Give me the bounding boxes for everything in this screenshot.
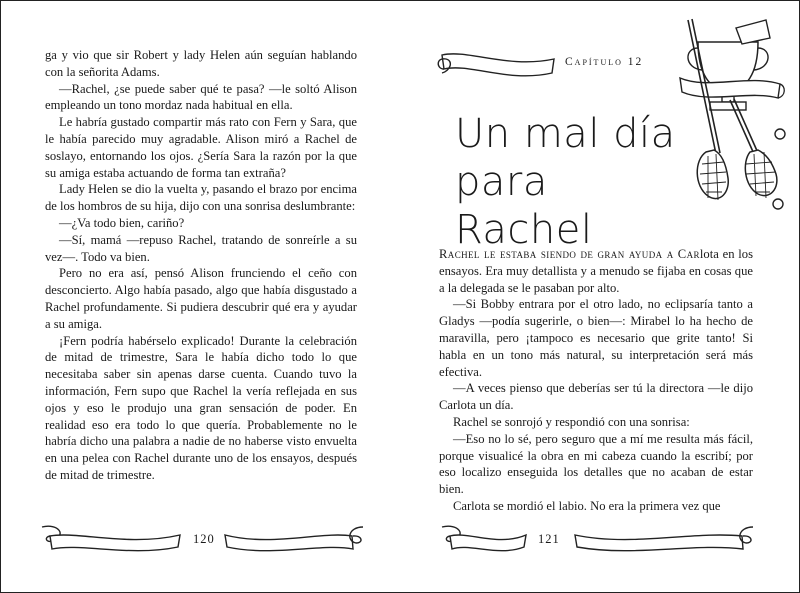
paragraph: ga y vio que sir Robert y lady Helen aún seguían hablando con la señorita Adams. bbox=[45, 48, 357, 79]
footer-ribbon-right-icon bbox=[222, 521, 367, 557]
paragraph: Rachel se sonrojó y respondió con una sonrisa: bbox=[453, 414, 690, 429]
paragraph: Le habría gustado compartir más rato con Fern y Sara, que le había parecido muy agradable. Alison miró a Rachel de soslayo, entornando los ojos. ¿Sería Sara la razón por la que su amiga estaba actuando de forma tan extraña? bbox=[45, 115, 357, 180]
paragraph: ¡Fern podría habérselo explicado! Durante la celebración de mitad de trimestre, Sara le había dicho todo lo que necesitaba saber sin apenas darse cuenta. Cuando tuvo la información, Fern supo que Rachel la vería reflejada en sus ojos y eso le produjo una gran sensación de poder. En realidad eso era todo lo que quería. Probablemente no le habría dicho una palabra a nadie de no haberse visto envuelta en una pelea con Rachel durante uno de los ensayos, después de mitad de trimestre. bbox=[45, 333, 357, 482]
paragraph: Pero no era así, pensó Alison frunciendo el ceño con desconcierto. Algo había pasado, algo que había disgustado a Rachel profundamente. Si pudiera descubrir qué era y ayudar a su amiga. bbox=[45, 266, 357, 331]
paragraph: —Rachel, ¿se puede saber qué te pasa? —le soltó Alison empleando un tono mordaz nada habitual en ella. bbox=[45, 81, 357, 113]
chapter-title-line: Un mal día bbox=[455, 111, 676, 157]
footer-ribbon-right-icon bbox=[572, 521, 757, 557]
footer-ribbon-left-icon bbox=[438, 521, 528, 557]
page-number: 120 bbox=[193, 532, 215, 546]
opening-smallcaps: Rachel le estaba siendo de gran ayuda a Car bbox=[439, 247, 700, 261]
paragraph: —Si Bobby entrara por el otro lado, no eclipsaría tanto a Gladys —podía sugerirle, o bien—: Mirabel lo ha hecho de maravilla, pero ¡tampoco es necesario que grite tanto! Si habla en un tono más natural, su interpretación será más efectiva. bbox=[439, 297, 753, 379]
chapter-title bbox=[455, 110, 695, 254]
paragraph: —A veces pienso que deberías ser tú la directora —le dijo Carlota un día. bbox=[439, 381, 753, 413]
paragraph: Lady Helen se dio la vuelta y, pasando el brazo por encima de los hombros de su hija, dijo con una sonrisa deslumbrante: bbox=[45, 182, 357, 214]
opening-rest: lota en los ensayos. Era muy detallista y a menudo se fijaba en cosas que a la delegada se le pasaban por alto. bbox=[439, 247, 754, 295]
chapter-label: Capítulo 12 bbox=[565, 56, 644, 68]
paragraph: —Sí, mamá —repuso Rachel, tratando de sonreírle a su vez—. Todo va bien. bbox=[45, 232, 357, 264]
page-number: 121 bbox=[538, 532, 560, 546]
paragraph: —Eso no lo sé, pero seguro que a mí me resulta más fácil, porque visualicé la obra en mi cabeza cuando la escribí; por eso localizo enseguida los detalles que no acaban de estar bien. bbox=[439, 431, 753, 497]
chapter-ribbon-icon bbox=[438, 45, 558, 87]
paragraph: —¿Va todo bien, cariño? bbox=[59, 215, 185, 230]
right-page bbox=[400, 0, 800, 593]
left-page-text bbox=[45, 47, 357, 484]
footer-ribbon-left-icon bbox=[38, 521, 183, 557]
chapter-title-line: para Rachel bbox=[455, 159, 593, 253]
opening-paragraph bbox=[439, 246, 753, 296]
paragraph: Carlota se mordió el labio. No era la primera vez que bbox=[453, 498, 721, 513]
right-page-text bbox=[439, 246, 753, 515]
